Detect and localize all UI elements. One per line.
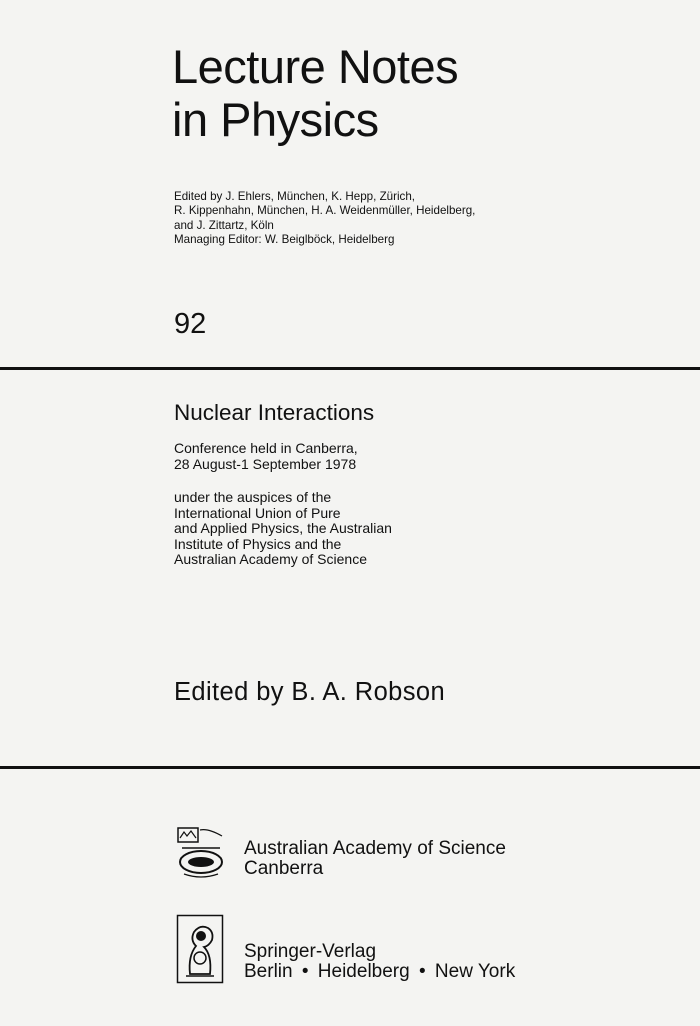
bullet-separator: • [418, 961, 426, 982]
edited-by: Edited by B. A. Robson [174, 678, 446, 706]
springer-knight-icon [176, 914, 224, 989]
academy-publisher [244, 839, 506, 879]
series-title-line2: in Physics [172, 93, 379, 146]
academy-city: Canberra [244, 858, 324, 879]
series-title [172, 40, 458, 146]
volume-title: Nuclear Interactions [174, 400, 375, 425]
auspices-line: International Union of Pure [174, 504, 341, 521]
editors-line: Edited by J. Ehlers, München, K. Hepp, Zürich, [174, 190, 416, 203]
managing-editor-line: Managing Editor: W. Beiglböck, Heidelberg [174, 233, 395, 247]
volume-number: 92 [174, 308, 207, 340]
academy-name: Australian Academy of Science [244, 838, 506, 859]
city-new-york: New York [434, 961, 516, 982]
editors-line: R. Kippenhahn, München, H. A. Weidenmüller, Heidelberg, [174, 204, 476, 218]
conference-line: Conference held in Canberra, [174, 440, 358, 456]
city-heidelberg: Heidelberg [317, 961, 410, 982]
auspices-line: Institute of Physics and the [174, 535, 342, 552]
top-divider [0, 367, 700, 370]
springer-cities [244, 962, 515, 982]
springer-publisher [244, 942, 515, 982]
conference-info [174, 441, 358, 472]
series-editors [174, 190, 475, 248]
bottom-divider [0, 766, 700, 769]
series-title-line1: Lecture Notes [172, 40, 459, 93]
auspices-info [174, 490, 392, 568]
auspices-line: Australian Academy of Science [174, 551, 367, 567]
auspices-line: under the auspices of the [174, 489, 332, 505]
conference-line: 28 August-1 September 1978 [174, 455, 357, 472]
editors-line: and J. Zittartz, Köln [174, 218, 274, 232]
springer-name: Springer-Verlag [244, 941, 377, 962]
academy-crest-icon [176, 826, 226, 883]
auspices-line: and Applied Physics, the Australian [174, 520, 392, 536]
bullet-separator: • [301, 961, 309, 982]
city-berlin: Berlin [244, 961, 293, 982]
